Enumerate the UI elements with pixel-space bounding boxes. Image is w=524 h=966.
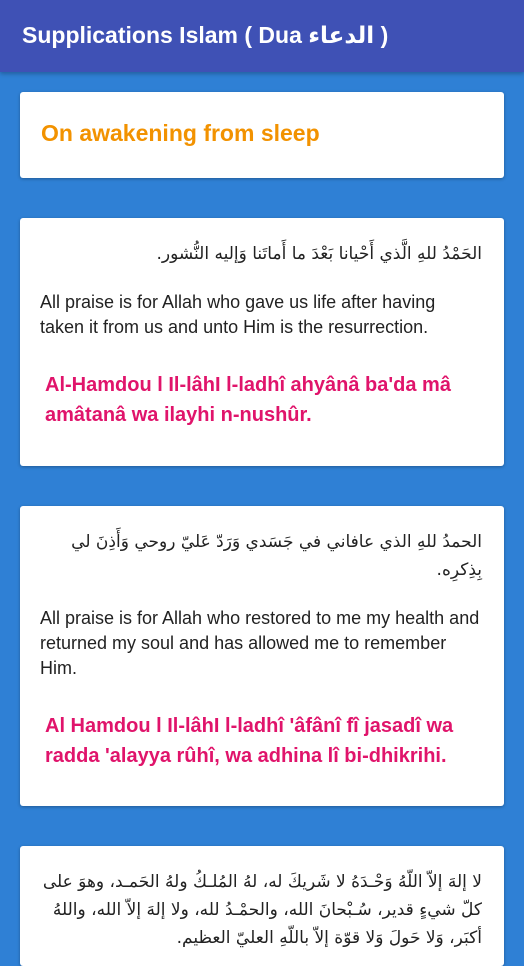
section-header-card (20, 92, 504, 178)
dua-translation: All praise is for Allah who restored to me my health and returned my soul and has allowed me to remember Him. (40, 608, 480, 678)
dua-list[interactable] (0, 72, 524, 948)
app-title: Supplications Islam ( Dua الدعاء ) (22, 22, 389, 48)
dua-transliteration: Al Hamdou l Il-lâhI l-ladhî 'âfânî fî jasadî wa radda 'alayya rûhî, wa adhina lî bi-dhikrihi. (45, 715, 454, 767)
dua-arabic-text: الحَمْدُ للهِ الَّذي أَحْيانا بَعْدَ ما أَماتَنا وَإليه النُّشور. (156, 244, 482, 264)
dua-transliteration: Al-Hamdou l Il-lâhI l-ladhî ahyânâ ba'da mâ amâtanâ wa ilayhi n-nushûr. (45, 374, 451, 426)
dua-translation: All praise is for Allah who gave us life after having taken it from us and unto Him is the resurrection. (40, 292, 436, 337)
dua-card[interactable] (20, 218, 504, 466)
app-bar (0, 0, 524, 72)
dua-arabic-text: لا إلهَ إلاّ اللّهُ وَحْـدَهُ لا شَريكَ له، لهُ المُلـكُ ولهُ الحَمـد، وهوَ على كلّ شيءٍ قدير، سُـبْحانَ الله، والحمْـدُ لله، ولا إلهَ إلاّ الله، واللهُ أكبَر، وَلا حَولَ وَلا قوّة إلاّ باللّهِ العليّ العظيم. (42, 872, 482, 948)
dua-arabic-text: الحمدُ للهِ الذي عافاني في جَسَدي وَرَدّ عَليّ روحي وَأَذِنَ لي بِذِكرِه. (71, 532, 482, 580)
section-title: On awakening from sleep (41, 120, 320, 146)
dua-card[interactable] (20, 506, 504, 806)
dua-card[interactable] (20, 846, 504, 966)
